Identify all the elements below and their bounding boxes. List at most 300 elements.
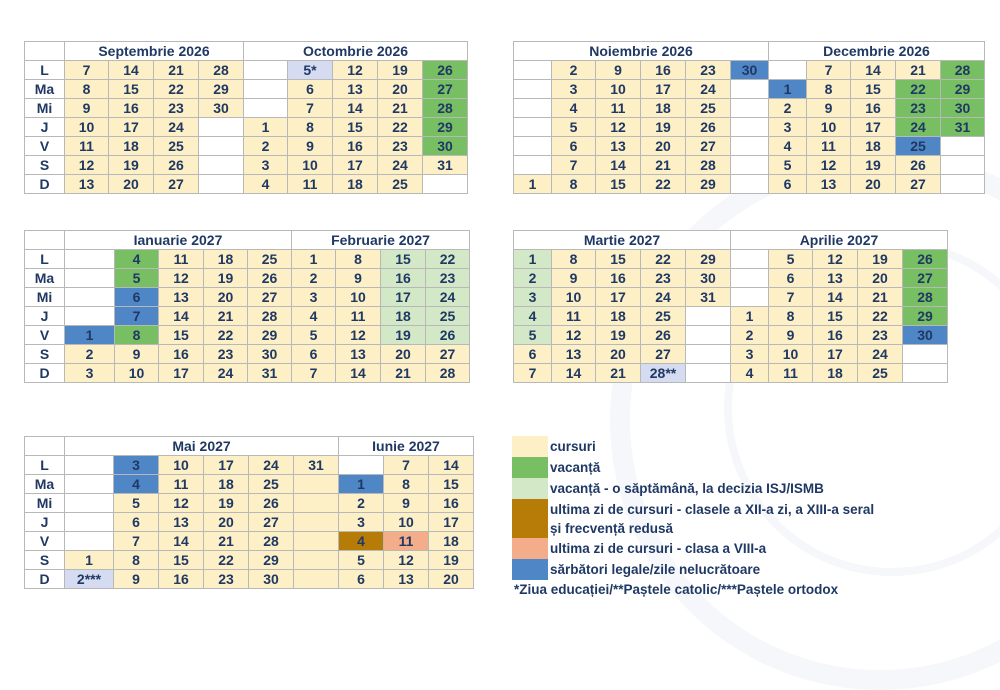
- legend-label: ultima zi de cursuri - clasele a XII-a zi, a XIII-a seral: [550, 502, 875, 517]
- day-cell: 4: [731, 364, 769, 383]
- month-header: Octombrie 2026: [244, 42, 468, 61]
- calendar-block-sep-oct: [24, 41, 468, 194]
- day-cell: 19: [851, 156, 896, 175]
- day-cell: 27: [154, 175, 199, 194]
- day-cell: 11: [159, 475, 204, 494]
- empty-cell: [731, 288, 769, 307]
- month-header: Decembrie 2026: [769, 42, 985, 61]
- day-cell: 27: [896, 175, 941, 194]
- day-cell: 22: [154, 80, 199, 99]
- calendar-block-may-jun: [24, 436, 474, 589]
- week-day-row: [514, 137, 985, 156]
- day-cell: 8: [552, 175, 596, 194]
- legend-label: ultima zi de cursuri - clasa a VIII-a: [550, 541, 767, 556]
- day-cell: 5*: [288, 61, 333, 80]
- day-cell: 19: [204, 269, 248, 288]
- day-cell: 5: [292, 326, 336, 345]
- day-cell: 28**: [641, 364, 686, 383]
- empty-cell: [65, 250, 115, 269]
- day-cell: 15: [109, 80, 154, 99]
- day-cell: 9: [552, 269, 596, 288]
- day-cell: 7: [514, 364, 552, 383]
- day-cell: 1: [292, 250, 336, 269]
- empty-cell: [769, 61, 807, 80]
- day-cell: 4: [339, 532, 384, 551]
- month-header: Ianuarie 2027: [65, 231, 292, 250]
- day-cell: 17: [596, 288, 641, 307]
- day-cell: 7: [65, 61, 109, 80]
- day-cell: 13: [159, 513, 204, 532]
- empty-cell: [244, 80, 288, 99]
- month-header: Iunie 2027: [339, 437, 474, 456]
- calendar-table: [24, 41, 468, 194]
- week-day-row: [514, 80, 985, 99]
- day-cell: 12: [333, 61, 378, 80]
- day-cell: 19: [204, 494, 249, 513]
- day-cell: 8: [552, 250, 596, 269]
- day-cell: 20: [378, 80, 423, 99]
- day-cell: 21: [858, 288, 903, 307]
- day-label: S: [25, 156, 65, 175]
- day-cell: 9: [65, 99, 109, 118]
- day-cell: 2: [769, 99, 807, 118]
- week-day-row: [514, 118, 985, 137]
- day-cell: 16: [641, 61, 686, 80]
- empty-cell: [244, 61, 288, 80]
- empty-cell: [686, 345, 731, 364]
- calendar-table: [513, 41, 985, 194]
- day-cell: 1: [65, 551, 114, 570]
- calendar-block-mar-apr: [513, 230, 948, 383]
- week-day-row: [25, 494, 474, 513]
- day-cell: 11: [596, 99, 641, 118]
- day-cell: 10: [159, 456, 204, 475]
- day-cell: 28: [199, 61, 244, 80]
- day-cell: 26: [248, 269, 292, 288]
- day-cell: 6: [552, 137, 596, 156]
- day-cell: 28: [423, 99, 468, 118]
- empty-cell: [941, 137, 985, 156]
- week-day-row: [25, 326, 470, 345]
- day-cell: 7: [292, 364, 336, 383]
- week-day-row: [514, 345, 948, 364]
- day-label: D: [25, 175, 65, 194]
- day-cell: 3: [244, 156, 288, 175]
- month-header: Mai 2027: [65, 437, 339, 456]
- day-cell: 29: [903, 307, 948, 326]
- day-cell: 19: [596, 326, 641, 345]
- day-cell: 21: [154, 61, 199, 80]
- calendar-table: [513, 230, 948, 383]
- day-cell: 15: [596, 250, 641, 269]
- day-cell: 5: [769, 156, 807, 175]
- week-day-row: [25, 269, 470, 288]
- calendar-table: [24, 436, 474, 589]
- day-label: D: [25, 364, 65, 383]
- day-cell: 28: [248, 307, 292, 326]
- day-cell: 30: [248, 345, 292, 364]
- week-day-row: [25, 551, 474, 570]
- week-day-row: [514, 326, 948, 345]
- legend-item: [512, 538, 902, 559]
- day-cell: 10: [384, 513, 429, 532]
- week-day-row: [25, 364, 470, 383]
- day-cell: 3: [769, 118, 807, 137]
- day-cell: 15: [159, 326, 204, 345]
- day-label: J: [25, 118, 65, 137]
- empty-cell: [199, 137, 244, 156]
- day-cell: 25: [248, 250, 292, 269]
- empty-cell: [731, 118, 769, 137]
- day-cell: 2: [65, 345, 115, 364]
- week-day-row: [25, 288, 470, 307]
- empty-cell: [294, 494, 339, 513]
- day-label: Ma: [25, 269, 65, 288]
- day-cell: 13: [813, 269, 858, 288]
- day-cell: 8: [807, 80, 851, 99]
- day-cell: 24: [686, 80, 731, 99]
- day-cell: 4: [244, 175, 288, 194]
- legend-item: [512, 436, 902, 457]
- day-cell: 15: [429, 475, 474, 494]
- day-cell: 2: [552, 61, 596, 80]
- day-label: D: [25, 570, 65, 589]
- week-day-row: [25, 307, 470, 326]
- day-cell: 31: [941, 118, 985, 137]
- empty-cell: [65, 532, 114, 551]
- day-cell: 28: [686, 156, 731, 175]
- day-cell: 5: [514, 326, 552, 345]
- day-cell: 10: [336, 288, 381, 307]
- day-cell: 6: [769, 175, 807, 194]
- empty-cell: [514, 118, 552, 137]
- day-cell: 14: [552, 364, 596, 383]
- day-cell: 21: [596, 364, 641, 383]
- day-cell: 10: [552, 288, 596, 307]
- day-cell: 20: [429, 570, 474, 589]
- day-cell: 1: [514, 175, 552, 194]
- day-cell: 31: [686, 288, 731, 307]
- day-cell: 5: [115, 269, 159, 288]
- day-cell: 18: [204, 475, 249, 494]
- day-cell: 13: [65, 175, 109, 194]
- week-day-row: [25, 175, 468, 194]
- day-cell: 29: [686, 175, 731, 194]
- day-cell: 1: [731, 307, 769, 326]
- day-cell: 29: [686, 250, 731, 269]
- day-cell: 9: [769, 326, 813, 345]
- day-cell: 13: [336, 345, 381, 364]
- day-cell: 16: [159, 345, 204, 364]
- day-cell: 21: [381, 364, 426, 383]
- legend-swatch: [512, 499, 548, 520]
- week-day-row: [25, 345, 470, 364]
- day-cell: 27: [249, 513, 294, 532]
- day-cell: 15: [851, 80, 896, 99]
- empty-cell: [294, 475, 339, 494]
- day-cell: 18: [109, 137, 154, 156]
- day-cell: 25: [641, 307, 686, 326]
- day-cell: 20: [851, 175, 896, 194]
- day-cell: 13: [552, 345, 596, 364]
- day-cell: 27: [686, 137, 731, 156]
- day-cell: 26: [154, 156, 199, 175]
- day-cell: 17: [429, 513, 474, 532]
- day-cell: 10: [115, 364, 159, 383]
- day-cell: 12: [65, 156, 109, 175]
- day-cell: 18: [641, 99, 686, 118]
- empty-cell: [339, 456, 384, 475]
- week-day-row: [25, 156, 468, 175]
- day-cell: 10: [807, 118, 851, 137]
- day-cell: 31: [423, 156, 468, 175]
- day-cell: 15: [381, 250, 426, 269]
- day-cell: 27: [426, 345, 470, 364]
- day-cell: 4: [114, 475, 159, 494]
- day-cell: 19: [641, 118, 686, 137]
- day-cell: 18: [381, 307, 426, 326]
- empty-cell: [65, 494, 114, 513]
- day-cell: 27: [641, 345, 686, 364]
- day-label: J: [25, 307, 65, 326]
- corner-cell: [25, 42, 65, 61]
- day-cell: 15: [813, 307, 858, 326]
- day-cell: 4: [552, 99, 596, 118]
- day-cell: 30: [731, 61, 769, 80]
- day-cell: 16: [596, 269, 641, 288]
- day-cell: 9: [288, 137, 333, 156]
- week-day-row: [25, 80, 468, 99]
- day-cell: 17: [641, 80, 686, 99]
- legend-item: [512, 559, 902, 580]
- day-cell: 19: [109, 156, 154, 175]
- legend-swatch: [512, 436, 548, 457]
- day-cell: 3: [552, 80, 596, 99]
- empty-cell: [294, 532, 339, 551]
- day-cell: 18: [429, 532, 474, 551]
- empty-cell: [686, 364, 731, 383]
- week-day-row: [514, 288, 948, 307]
- day-cell: 24: [378, 156, 423, 175]
- day-cell: 25: [686, 99, 731, 118]
- day-cell: 16: [813, 326, 858, 345]
- day-cell: 25: [249, 475, 294, 494]
- day-cell: 20: [204, 288, 248, 307]
- day-cell: 14: [813, 288, 858, 307]
- empty-cell: [686, 326, 731, 345]
- day-cell: 7: [288, 99, 333, 118]
- day-cell: 9: [807, 99, 851, 118]
- day-cell: 23: [426, 269, 470, 288]
- day-cell: 7: [552, 156, 596, 175]
- empty-cell: [731, 99, 769, 118]
- day-cell: 14: [109, 61, 154, 80]
- week-day-row: [514, 364, 948, 383]
- legend-swatch: [512, 478, 548, 499]
- day-cell: 5: [552, 118, 596, 137]
- day-cell: 25: [896, 137, 941, 156]
- month-header: Aprilie 2027: [731, 231, 948, 250]
- day-cell: 14: [429, 456, 474, 475]
- day-cell: 22: [858, 307, 903, 326]
- calendar-table: [24, 230, 470, 383]
- day-cell: 18: [813, 364, 858, 383]
- day-cell: 7: [769, 288, 813, 307]
- empty-cell: [199, 175, 244, 194]
- day-cell: 2: [292, 269, 336, 288]
- day-cell: 21: [896, 61, 941, 80]
- day-cell: 23: [204, 570, 249, 589]
- empty-cell: [514, 137, 552, 156]
- day-cell: 23: [378, 137, 423, 156]
- day-cell: 30: [903, 326, 948, 345]
- day-cell: 23: [858, 326, 903, 345]
- week-day-row: [25, 99, 468, 118]
- day-cell: 14: [336, 364, 381, 383]
- legend-label: cursuri: [550, 439, 596, 454]
- day-cell: 27: [903, 269, 948, 288]
- day-cell: 18: [333, 175, 378, 194]
- corner-cell: [25, 437, 65, 456]
- empty-cell: [731, 175, 769, 194]
- day-cell: 4: [514, 307, 552, 326]
- day-cell: 30: [941, 99, 985, 118]
- day-cell: 8: [114, 551, 159, 570]
- empty-cell: [65, 475, 114, 494]
- day-cell: 14: [851, 61, 896, 80]
- day-cell: 6: [114, 513, 159, 532]
- day-cell: 7: [807, 61, 851, 80]
- day-cell: 5: [769, 250, 813, 269]
- day-cell: 2: [731, 326, 769, 345]
- day-cell: 17: [851, 118, 896, 137]
- day-cell: 6: [769, 269, 813, 288]
- day-label: S: [25, 345, 65, 364]
- day-cell: 13: [159, 288, 204, 307]
- week-day-row: [514, 99, 985, 118]
- day-cell: 28: [941, 61, 985, 80]
- day-cell: 29: [248, 326, 292, 345]
- day-cell: 3: [292, 288, 336, 307]
- empty-cell: [731, 156, 769, 175]
- day-cell: 2: [339, 494, 384, 513]
- legend-item: [512, 478, 902, 499]
- day-cell: 24: [641, 288, 686, 307]
- day-cell: 30: [686, 269, 731, 288]
- legend-swatch: [512, 559, 548, 580]
- day-cell: 16: [381, 269, 426, 288]
- day-cell: 9: [115, 345, 159, 364]
- day-cell: 7: [384, 456, 429, 475]
- day-label: Mi: [25, 494, 65, 513]
- day-cell: 8: [336, 250, 381, 269]
- day-cell: 6: [288, 80, 333, 99]
- day-cell: 4: [292, 307, 336, 326]
- empty-cell: [731, 80, 769, 99]
- day-cell: 19: [381, 326, 426, 345]
- day-label: L: [25, 456, 65, 475]
- day-cell: 16: [333, 137, 378, 156]
- day-cell: 20: [204, 513, 249, 532]
- day-cell: 28: [426, 364, 470, 383]
- day-cell: 21: [204, 307, 248, 326]
- day-cell: 26: [249, 494, 294, 513]
- day-cell: 20: [109, 175, 154, 194]
- week-day-row: [25, 137, 468, 156]
- day-cell: 12: [813, 250, 858, 269]
- day-cell: 2: [244, 137, 288, 156]
- day-cell: 3: [514, 288, 552, 307]
- day-cell: 11: [159, 250, 204, 269]
- day-cell: 31: [248, 364, 292, 383]
- week-day-row: [25, 456, 474, 475]
- day-cell: 16: [109, 99, 154, 118]
- week-day-row: [25, 475, 474, 494]
- empty-cell: [65, 269, 115, 288]
- day-cell: 6: [115, 288, 159, 307]
- day-label: L: [25, 250, 65, 269]
- day-label: Ma: [25, 475, 65, 494]
- day-cell: 20: [381, 345, 426, 364]
- day-label: S: [25, 551, 65, 570]
- day-cell: 21: [204, 532, 249, 551]
- day-cell: 13: [807, 175, 851, 194]
- day-label: L: [25, 61, 65, 80]
- day-label: V: [25, 326, 65, 345]
- empty-cell: [65, 307, 115, 326]
- day-cell: 13: [596, 137, 641, 156]
- empty-cell: [514, 156, 552, 175]
- empty-cell: [294, 570, 339, 589]
- empty-cell: [686, 307, 731, 326]
- day-cell: 11: [65, 137, 109, 156]
- day-cell: 19: [378, 61, 423, 80]
- day-cell: 6: [514, 345, 552, 364]
- legend-item: [512, 499, 902, 520]
- empty-cell: [423, 175, 468, 194]
- day-cell: 8: [115, 326, 159, 345]
- day-cell: 24: [426, 288, 470, 307]
- month-header: Martie 2027: [514, 231, 731, 250]
- day-cell: 26: [426, 326, 470, 345]
- empty-cell: [65, 456, 114, 475]
- day-cell: 18: [204, 250, 248, 269]
- day-cell: 22: [204, 326, 248, 345]
- day-cell: 23: [896, 99, 941, 118]
- legend-swatch: [512, 520, 548, 538]
- day-cell: 22: [378, 118, 423, 137]
- day-cell: 20: [596, 345, 641, 364]
- legend-label: vacanță: [550, 460, 601, 475]
- legend-item: [512, 457, 902, 478]
- day-cell: 11: [384, 532, 429, 551]
- day-cell: 24: [154, 118, 199, 137]
- day-cell: 18: [596, 307, 641, 326]
- week-day-row: [514, 175, 985, 194]
- day-cell: 3: [339, 513, 384, 532]
- week-day-row: [514, 269, 948, 288]
- legend-swatch: [512, 457, 548, 478]
- day-cell: 22: [204, 551, 249, 570]
- day-cell: 19: [858, 250, 903, 269]
- day-cell: 29: [423, 118, 468, 137]
- day-cell: 15: [333, 118, 378, 137]
- empty-cell: [294, 551, 339, 570]
- day-cell: 13: [333, 80, 378, 99]
- day-cell: 11: [552, 307, 596, 326]
- day-cell: 22: [641, 175, 686, 194]
- day-cell: 7: [115, 307, 159, 326]
